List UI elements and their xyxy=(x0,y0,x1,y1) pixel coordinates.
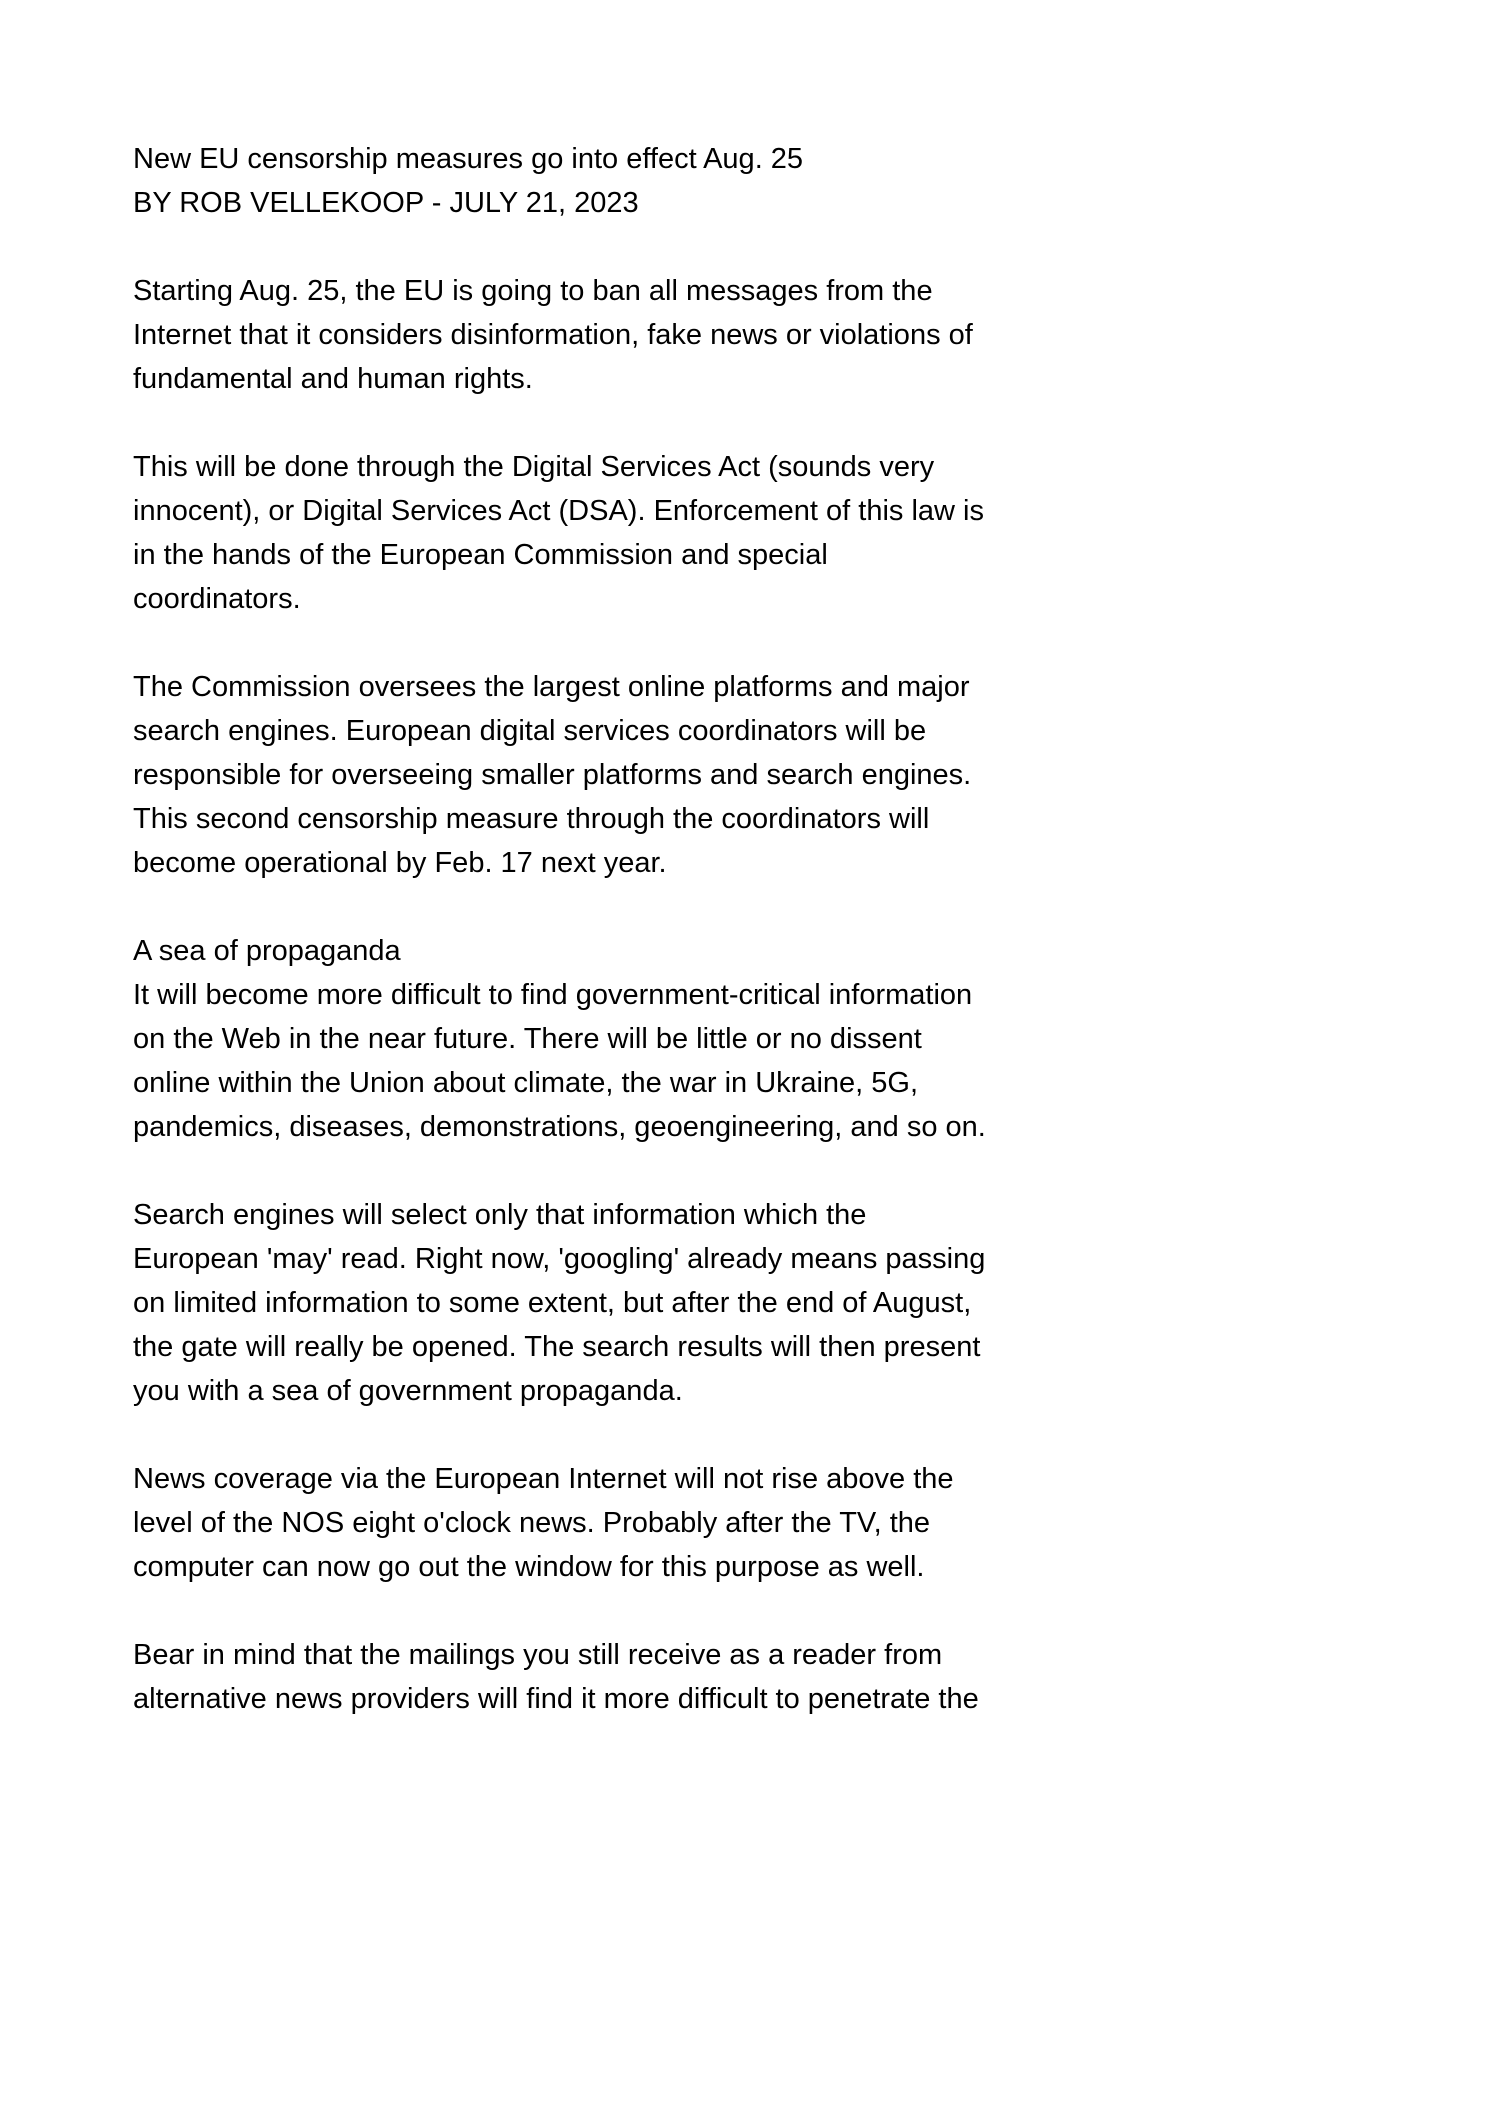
paragraph-mailings: Bear in mind that the mailings you still receive as a reader from alternative news providers will find it more difficult to penetrate the xyxy=(133,1639,979,1715)
article-byline: BY ROB VELLEKOOP - JULY 21, 2023 xyxy=(133,187,639,219)
paragraph-intro: Starting Aug. 25, the EU is going to ban all messages from the Internet that it considers disinformation, fake news or violations of fundamental and human rights. xyxy=(133,275,973,395)
paragraph-commission: The Commission oversees the largest online platforms and major search engines. European digital services coordinators will be responsible for overseeing smaller platforms and search engines. This second censorship measure through the coordinators will become operational by Feb. 17 next year. xyxy=(133,671,972,879)
article-title: New EU censorship measures go into effect Aug. 25 xyxy=(133,143,804,175)
paragraph-dissent: It will become more difficult to find government-critical information on the Web in the near future. There will be little or no dissent online within the Union about climate, the war in Ukraine, 5G, pandemics, diseases, demonstrations, geoengineering, and so on. xyxy=(133,979,986,1143)
paragraph-search-engines: Search engines will select only that information which the European 'may' read. Right now, 'googling' already means passing on limited information to some extent, but after the end of August, the gate will really be opened. The search results will then present you with a sea of government propaganda. xyxy=(133,1199,986,1407)
paragraph-dsa: This will be done through the Digital Services Act (sounds very innocent), or Digital Services Act (DSA). Enforcement of this law is in the hands of the European Commission and special coordinators. xyxy=(133,451,984,615)
document-page xyxy=(133,137,993,1721)
section-heading-propaganda: A sea of propaganda xyxy=(133,935,401,967)
paragraph-news-coverage: News coverage via the European Internet will not rise above the level of the NOS eight o'clock news. Probably after the TV, the computer can now go out the window for this purpose as well. xyxy=(133,1463,954,1583)
